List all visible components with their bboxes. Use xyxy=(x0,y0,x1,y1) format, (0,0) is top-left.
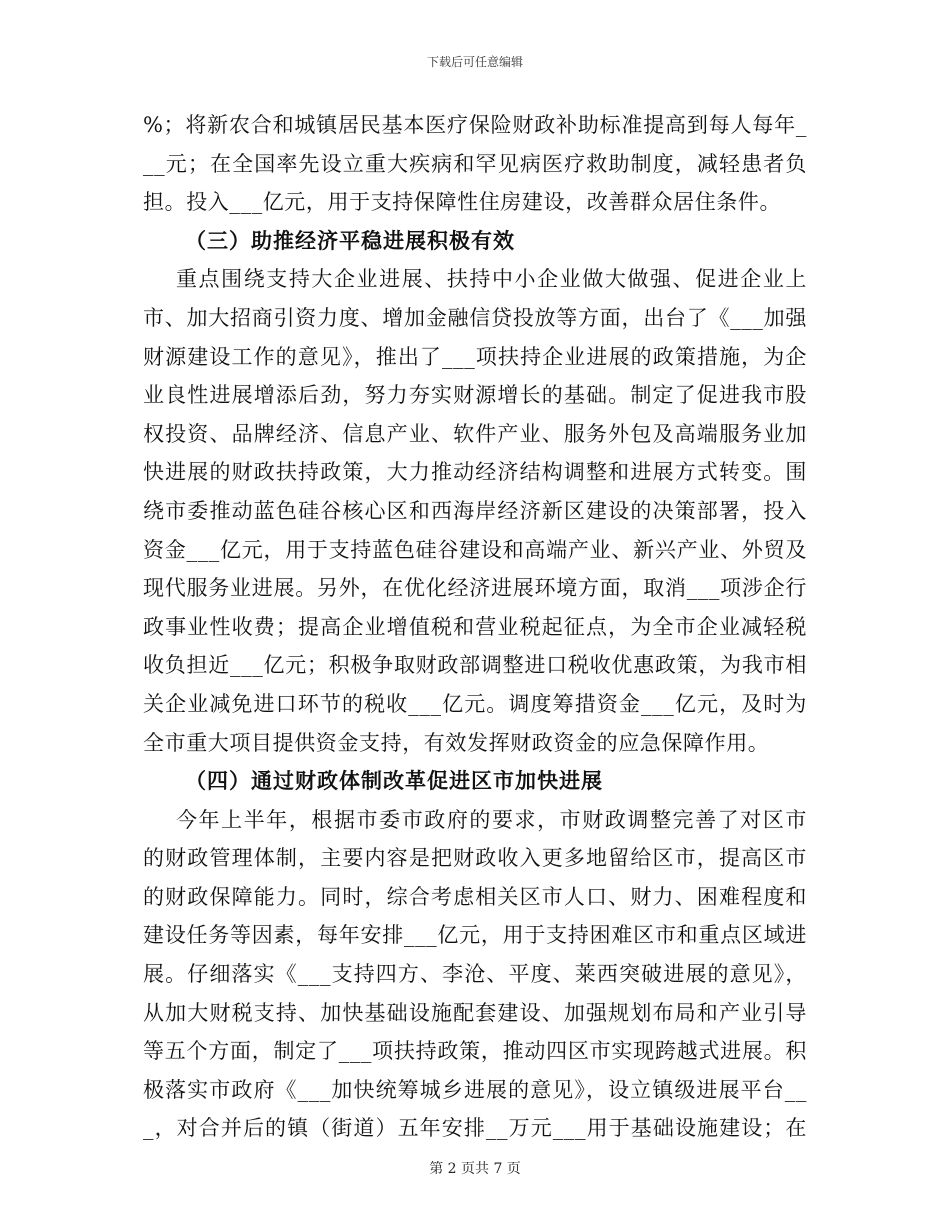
text-line: 展。仔细落实《___支持四方、李沧、平度、莱西突破进展的意见》， xyxy=(143,962,807,987)
text-line: 的财政管理体制，主要内容是把财政收入更多地留给区市，提高区市 xyxy=(143,846,807,871)
section-heading: （四）通过财政体制改革促进区市加快进展 xyxy=(185,768,603,794)
document-body xyxy=(143,106,807,1148)
section-heading: （三）助推经济平稳进展积极有效 xyxy=(185,227,515,253)
text-line: 等五个方面，制定了___项扶持政策，推动四区市实现跨越式进展。积 xyxy=(143,1039,807,1064)
page-number: 第 2 页共 7 页 xyxy=(429,1161,521,1177)
text-line: 财源建设工作的意见》，推出了___项扶持企业进展的政策措施，为企 xyxy=(143,344,807,369)
page-header: 下载后可任意编辑 xyxy=(426,55,523,69)
text-line: 政事业性收费；提高企业增值税和营业税起征点，为全市企业减轻税 xyxy=(143,614,807,639)
text-line: 全市重大项目提供资金支持，有效发挥财政资金的应急保障作用。 xyxy=(143,730,770,755)
text-line: 担。投入___亿元，用于支持保障性住房建设，改善群众居住条件。 xyxy=(143,190,782,215)
text-line: 资金___亿元，用于支持蓝色硅谷建设和高端产业、新兴产业、外贸及 xyxy=(143,537,807,562)
text-line: 市、加大招商引资力度、增加金融信贷投放等方面，出台了《___加强 xyxy=(143,305,807,330)
text-line: __元；在全国率先设立重大疾病和罕见病医疗救助制度，减轻患者负 xyxy=(143,151,807,176)
text-line: 从加大财税支持、加快基础设施配套建设、加强规划布局和产业引导 xyxy=(143,1000,807,1025)
text-line: 今年上半年，根据市委市政府的要求，市财政调整完善了对区市 xyxy=(143,807,807,832)
text-line: 建设任务等因素，每年安排___亿元，用于支持困难区市和重点区域进 xyxy=(143,923,807,948)
text-line: %；将新农合和城镇居民基本医疗保险财政补助标准提高到每人每年_ xyxy=(143,113,807,137)
text-line: 绕市委推动蓝色硅谷核心区和西海岸经济新区建设的决策部署，投入 xyxy=(143,498,807,523)
text-line: _，对合并后的镇（街道）五年安排__万元___用于基础设施建设；在 xyxy=(143,1116,807,1141)
text-line: 重点围绕支持大企业进展、扶持中小企业做大做强、促进企业上 xyxy=(143,267,807,292)
text-line: 现代服务业进展。另外，在优化经济进展环境方面，取消___项涉企行 xyxy=(143,576,807,601)
text-line: 极落实市政府《___加快统筹城乡进展的意见》，设立镇级进展平台__ xyxy=(143,1077,807,1102)
text-line: 收负担近___亿元；积极争取财政部调整进口税收优惠政策，为我市相 xyxy=(143,653,807,678)
text-line: 权投资、品牌经济、信息产业、软件产业、服务外包及高端服务业加 xyxy=(143,421,807,446)
text-line: 快进展的财政扶持政策，大力推动经济结构调整和进展方式转变。围 xyxy=(143,460,807,485)
text-line: 关企业减免进口环节的税收___亿元。调度筹措资金___亿元，及时为 xyxy=(143,691,807,716)
text-line: 业良性进展增添后劲，努力夯实财源增长的基础。制定了促进我市股 xyxy=(143,383,807,408)
text-line: 的财政保障能力。同时，综合考虑相关区市人口、财力、困难程度和 xyxy=(143,884,807,909)
